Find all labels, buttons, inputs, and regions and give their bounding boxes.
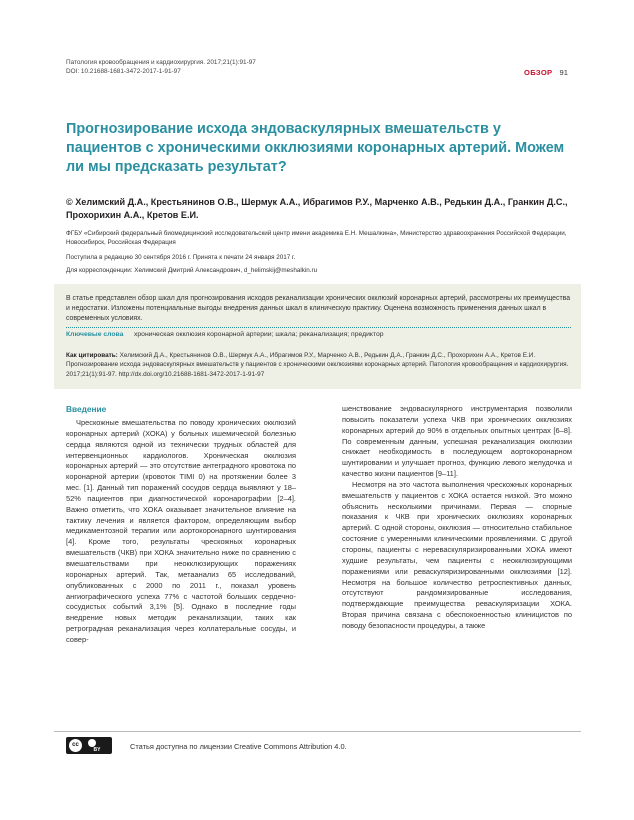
correspondence: Для корреспонденции: Хелимский Дмитрий Александрович, d_helimskij@meshalkin.ru — [66, 267, 318, 274]
cite-label: Как цитировать: — [66, 352, 118, 359]
body-column-left — [66, 418, 296, 646]
keywords-label: Ключевые слова — [66, 331, 124, 338]
section-label: ОБЗОР — [524, 68, 553, 77]
cite-text: Хелимский Д.А., Крестьянинов О.В., Шермук А.А., Ибрагимов Р.У., Марченко А.В., Редькин Д.А., Гранкин Д.С., Прохорихин А.А., Кретов Е.И. Прогнозирование исхода эндоваскулярных вмешательств у пациентов с хроническими окклюзиями коронарных артерий. Патология кровообращения и кардиохирургия. 2017;21(1):91-97. http://dx.doi.org/10.21688-1681-3472-2017-1-91-97 — [66, 352, 569, 378]
page-number: 91 — [559, 68, 568, 77]
paragraph: Несмотря на это частота выполнения чрескожных коронарных вмешательств у пациентов с ХОКА остается низкой. Это можно объяснить несколькими причинами. Первая — спорные показания к ЧКВ при хронических окклюзиях коронарных артерий. С одной стороны, окклюзия — относительно стабильное состояние с умеренными клиническими проявлениями. С другой стороны, пациенты с нереваскуляризированными ХОКА имеют худшие результаты, чем пациенты с неокклюзирующими поражениями или реваскуляризированными окклюзиями [12]. Несмотря на большое количество ретроспективных данных, отсутствуют рандомизированные исследования, подтверждающие преимущества реваскуляризации ХОКА. Вторая причина связана с обеспокоенностью клиницистов по поводу безопасности процедуры, а также — [342, 479, 572, 630]
cc-logo: cc — [69, 739, 82, 752]
affiliation: ФГБУ «Сибирский федеральный биомедицинский исследовательский центр имени академика Е.Н. Мешалкина», Министерство здравоохранения Российской Федерации, Новосибирск, Российская Федерация — [66, 230, 567, 247]
license-text: Статья доступна по лицензии Creative Commons Attribution 4.0. — [130, 742, 347, 751]
footer-divider — [54, 731, 581, 732]
doi-line: DOI: 10.21688-1681-3472-2017-1-91-97 — [66, 68, 181, 75]
person-icon — [88, 739, 96, 747]
paragraph: шенствование эндоваскулярного инструментария позволили повысить показатели успеха ЧКВ при хронических окклюзиях коронарных артерий до 90% в отдельных опытных центрах [6–8]. По современным данным, успешная реканализация окклюзии снижает необходимость в последующем аортокоронарном шунтировании и улучшает прогноз, функцию левого желудочка и качество жизни пациентов [9–11]. — [342, 404, 572, 479]
by-label: BY — [93, 747, 101, 753]
intro-heading: Введение — [66, 404, 107, 414]
article-title: Прогнозирование исхода эндоваскулярных вмешательств у пациентов с хроническими окклюзиями коронарных артерий. Можем ли мы предсказать результат? — [66, 121, 565, 175]
abstract-divider — [66, 327, 571, 328]
received-dates: Поступила в редакцию 30 сентября 2016 г. Принята к печати 24 января 2017 г. — [66, 254, 296, 261]
paragraph: Чрескожные вмешательства по поводу хронических окклюзий коронарных артерий (ХОКА) у больных ишемической болезнью сердца являются одной из технически трудных областей для интервенционных кардиологов. Хроническая окклюзия коронарных артерий — это отсутствие антеградного кровотока по коронарной артерии (кровоток TIMI 0) на протяжении более 3 мес. [1]. Данный тип поражений сосудов сердца выявляют у 18–52% пациентов при диагностической коронарографии [2–4]. Важно отметить, что ХОКА оказывает значительное влияние на тактику лечения и является фактором, определяющим выбор медикаментозной терапии или аортокоронарного шунтирования [4]. Кроме того, результаты чрескожных коронарных вмешательств (ЧКВ) при ХОКА значительно ниже по сравнению с вмешательствами при неокклюзирующих поражениях коронарных артерий. Так, метаанализ 65 исследований, опубликованных с 2000 по 2011 г., показал уровень ангиографического успеха 77% с частотой больших сердечно-сосудистых событий 3,1% [5]. Однако в последние годы внедрение новых методик реканализации, таких как ретроградная реканализация через коллатеральные сосуды, и совер- — [66, 418, 296, 644]
journal-citation: Патология кровообращения и кардиохирургия. 2017;21(1):91-97 — [66, 59, 256, 66]
section-page — [524, 68, 568, 77]
abstract-text: В статье представлен обзор шкал для прогнозирования исходов реканализации хронических окклюзий коронарных артерий, рассмотрены их преимущества и недостатки. Изложены потенциальные выгоды внедрения данных шкал в клиническую практику. Оценена возможность применения данных шкал в современных условиях. — [66, 295, 571, 322]
keywords: хроническая окклюзия коронарной артерии; шкала; реканализация; предиктор — [134, 331, 384, 338]
body-column-right — [342, 404, 572, 632]
cc-by-license-icon — [66, 737, 112, 754]
how-to-cite — [66, 351, 571, 379]
authors: © Хелимский Д.А., Крестьянинов О.В., Шермук А.А., Ибрагимов Р.У., Марченко А.В., Редькин Д.А., Гранкин Д.С., Прохорихин А.А., Кретов Е.И. — [66, 197, 568, 220]
running-header — [66, 58, 256, 76]
